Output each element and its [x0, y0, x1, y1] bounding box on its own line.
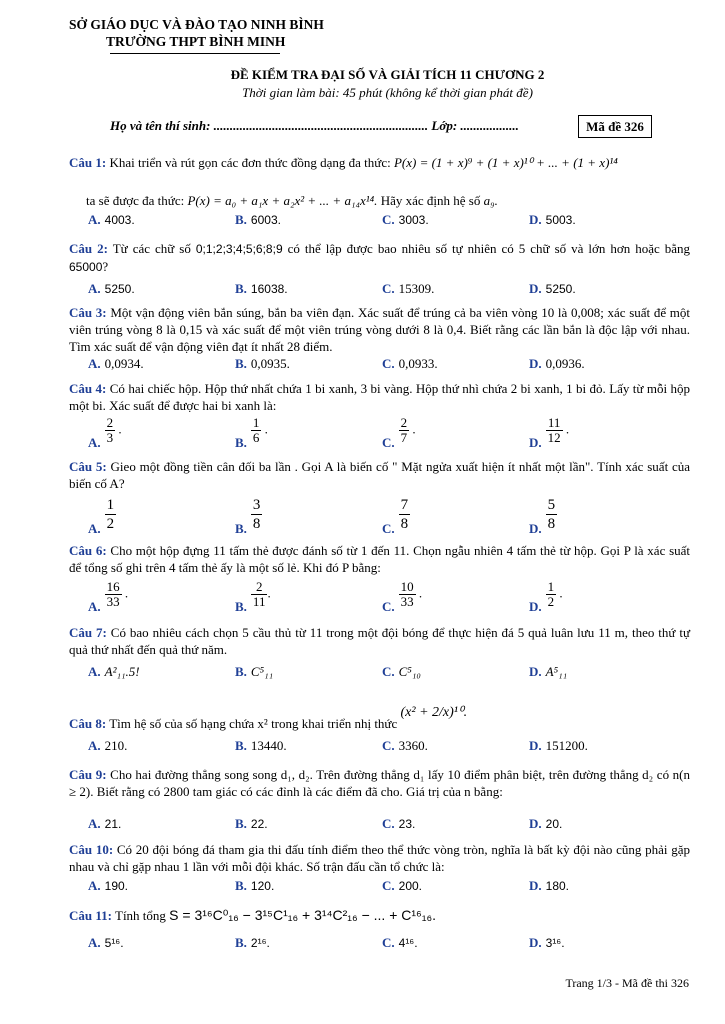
question-text: Có hai chiếc hộp. Hộp thứ nhất chứa 1 bi xanh, 3 bi vàng. Hộp thứ nhì chứa 2 bi xanh, 1 bi đỏ. Lấy từ mỗi hộp một bi. Xác suất để được hai bi xanh là: — [69, 381, 690, 413]
question-formula: 0;1;2;3;4;5;6;8;9 — [195, 242, 283, 256]
question-9 — [69, 766, 690, 800]
answer-d: D. 20. — [529, 816, 563, 831]
answer-a: A. $\frac{2}{3}$ . — [88, 415, 122, 451]
question-4 — [69, 380, 690, 414]
answer-c: C. 0,0933. — [382, 356, 438, 371]
question-7 — [69, 624, 690, 658]
answer-a: A. $\frac{1}{2}$ — [88, 497, 115, 537]
question-5 — [69, 458, 690, 492]
fraction: $\frac{1}{2}$ — [547, 579, 555, 609]
question-text: Có 20 đội bóng đá tham gia thi đấu tính điểm theo thể thức vòng tròn, nghĩa là bất kỳ đội nào cũng phải gặp nhau và chỉ gặp nhau 1 lần với mỗi đội khác. Số trận đấu cần tổ chức là: — [69, 842, 690, 874]
question-label: Câu 1: — [69, 155, 107, 170]
answer-a: A. 210. — [88, 738, 128, 753]
fraction: $\frac{1}{6}$ — [252, 415, 260, 445]
answer-b: B. 22. — [235, 816, 268, 831]
answer-a: A. 0,0934. — [88, 356, 144, 371]
answer-b: B. 16038. — [235, 281, 288, 296]
fraction: $\frac{7}{8}$ — [400, 497, 409, 532]
answer-d: D. 180. — [529, 878, 569, 893]
question-label: Câu 10: — [69, 842, 114, 857]
answer-b: B. 2¹⁶. — [235, 935, 270, 950]
question-text: có thể lập được bao nhiêu số tự nhiên có 5 chữ số và lớn hơn hoặc bằng — [287, 241, 691, 256]
question-label: Câu 5: — [69, 459, 107, 474]
question-text: Tính tổng — [115, 908, 166, 923]
fraction: $\frac{2}{11}$ — [252, 579, 266, 609]
answer-c: C. $\frac{10}{33}$ . — [382, 579, 423, 615]
question-text: Từ các chữ số — [112, 241, 191, 256]
answer-c: C. $\frac{7}{8}$ — [382, 497, 409, 537]
question-1-line2 — [69, 192, 690, 209]
question-formula: a₉. — [483, 193, 498, 208]
exam-code-box: Mã đề 326 — [578, 115, 652, 138]
page-footer: Trang 1/3 - Mã đề thi 326 — [565, 976, 689, 990]
exam-time: Thời gian làm bài: 45 phút (không kể thời gian phát đề) — [242, 85, 533, 100]
exam-title: ĐỀ KIỂM TRA ĐẠI SỐ VÀ GIẢI TÍCH 11 CHƯƠNG 2 — [230, 67, 545, 82]
question-label: Câu 9: — [69, 767, 107, 782]
question-text: Cho một hộp đựng 11 tấm thẻ được đánh số từ 1 đến 11. Chọn ngẫu nhiên 4 tấm thẻ từ hộp. Gọi P là xác suất để tổng số ghi trên 4 tấm thẻ ấy là một số lẻ. Khi đó P bằng: — [69, 543, 691, 575]
question-2: Câu 2: Từ các chữ số 0;1;2;3;4;5;6;8;9 có thể lập được bao nhiêu số tự nhiên có 5 chữ số và lớn hơn hoặc bằng 65000? — [69, 241, 691, 274]
answer-c: C. C⁵₁₀ — [382, 664, 421, 679]
fraction: $\frac{16}{33}$ — [106, 579, 120, 609]
answer-c: C. 23. — [382, 816, 416, 831]
answer-b: B. C⁵₁₁ — [235, 664, 274, 679]
question-label: Câu 8: — [69, 716, 107, 731]
answer-d: D. 0,0936. — [529, 356, 585, 371]
answer-d: D. 151200. — [529, 738, 588, 753]
answer-d: D. 5250. — [529, 281, 576, 296]
answer-c: C. 15309. — [382, 281, 435, 296]
answer-d: D. 3¹⁶. — [529, 935, 565, 950]
question-8 — [69, 705, 690, 733]
question-text: Tìm hệ số của số hạng chứa x² trong khai triển nhị thức — [109, 716, 398, 731]
question-formula: 65000 — [69, 260, 103, 274]
school-header — [69, 16, 324, 50]
question-text: Một vận động viên bắn súng, bắn ba viên đạn. Xác suất để trúng cả ba viên vòng 10 là 0,008; xác suất để một viên trúng vòng 8 là 0,15 và xác suất để một viên trúng vòng dưới 8 là 0,4. Biết rằng các lần bắn là độc lập với nhau. Tìm xác suất để vận động viên đạt ít nhất 28 điểm. — [69, 305, 691, 354]
question-formula: P(x) = a₀ + a₁x + a₂x² + ... + a₁₄x¹⁴. — [187, 193, 378, 208]
question-text: Hãy xác định hệ số — [380, 193, 481, 208]
answer-c: C. 4¹⁶. — [382, 935, 418, 950]
answer-c: C. 3003. — [382, 212, 429, 227]
department-name: SỞ GIÁO DỤC VÀ ĐÀO TẠO NINH BÌNH — [69, 17, 324, 32]
question-1 — [69, 154, 690, 171]
answer-d: D. A⁵₁₁ — [529, 664, 568, 679]
answer-a: A. 190. — [88, 878, 128, 893]
question-label: Câu 2: — [69, 241, 108, 256]
question-label: Câu 3: — [69, 305, 107, 320]
question-label: Câu 4: — [69, 381, 107, 396]
question-text: Gieo một đồng tiền cân đối ba lần . Gọi A là biến cố " Mặt ngửa xuất hiện ít nhất một lần". Tính xác suất của biến cố A? — [69, 459, 691, 491]
answer-b: B. 13440. — [235, 738, 287, 753]
question-text: Khai triển và rút gọn các đơn thức đồng dạng đa thức: — [109, 155, 391, 170]
answer-c: C. 3360. — [382, 738, 428, 753]
question-text: Có bao nhiêu cách chọn 5 cầu thủ từ 11 trong một đội bóng để thực hiện đá 5 quả luân lưu 11 m, theo thứ tự quả thứ nhất đến quả thứ năm. — [69, 625, 690, 657]
answer-b: B. $\frac{2}{11}$ . — [235, 579, 271, 615]
fraction: $\frac{2}{7}$ — [400, 415, 408, 445]
student-info-line: Họ và tên thí sinh: .................................................................. Lớp: .................. — [110, 118, 519, 133]
question-formula: (x² + 2/x)¹⁰. — [400, 705, 468, 720]
question-10 — [69, 841, 690, 875]
question-label: Câu 11: — [69, 908, 112, 923]
answer-b: B. 0,0935. — [235, 356, 290, 371]
question-text: ta sẽ được đa thức: — [86, 193, 185, 208]
header-divider — [110, 53, 280, 54]
question-formula: P(x) = (1 + x)⁹ + (1 + x)¹⁰ + ... + (1 + x)¹⁴ — [393, 155, 618, 170]
answer-c: C. $\frac{2}{7}$ . — [382, 415, 416, 451]
fraction: $\frac{2}{3}$ — [106, 415, 114, 445]
fraction: $\frac{3}{8}$ — [252, 497, 261, 532]
question-formula: S = 3¹⁶C⁰₁₆ − 3¹⁵C¹₁₆ + 3¹⁴C²₁₆ − ... + C¹⁶₁₆. — [169, 907, 437, 923]
answer-a: A. A²₁₁.5! — [88, 664, 140, 679]
answer-b: B. 120. — [235, 878, 275, 893]
fraction: $\frac{1}{2}$ — [106, 497, 115, 532]
question-6 — [69, 542, 690, 576]
question-3 — [69, 304, 690, 355]
answer-b: B. $\frac{3}{8}$ — [235, 497, 261, 537]
school-name: TRƯỜNG THPT BÌNH MINH — [106, 34, 286, 49]
answer-a: A. 21. — [88, 816, 122, 831]
answer-a: A. 5¹⁶. — [88, 935, 124, 950]
answer-a: A. $\frac{16}{33}$ . — [88, 579, 129, 615]
fraction: $\frac{5}{8}$ — [547, 497, 556, 532]
answer-d: D. $\frac{1}{2}$ . — [529, 579, 563, 615]
answer-d: D. $\frac{5}{8}$ — [529, 497, 556, 537]
question-11 — [69, 907, 690, 924]
answer-b: B. $\frac{1}{6}$ . — [235, 415, 268, 451]
question-label: Câu 6: — [69, 543, 107, 558]
answer-b: B. 6003. — [235, 212, 281, 227]
answer-d: D. 5003. — [529, 212, 576, 227]
fraction: $\frac{10}{33}$ — [400, 579, 414, 609]
answer-d: D. $\frac{11}{12}$ . — [529, 415, 570, 451]
question-label: Câu 7: — [69, 625, 107, 640]
fraction: $\frac{11}{12}$ — [547, 415, 561, 445]
answer-c: C. 200. — [382, 878, 422, 893]
question-text: Cho hai đường thẳng song song d₁, d₂. Trên đường thẳng d₁ lấy 10 điểm phân biệt, trên đường thẳng d₂ có n(n ≥ 2). Biết rằng có 2800 tam giác có các đỉnh là các điểm đã cho. Giá trị của n bằng: — [69, 767, 691, 799]
answer-a: A. 5250. — [88, 281, 135, 296]
answer-a: A. 4003. — [88, 212, 135, 227]
